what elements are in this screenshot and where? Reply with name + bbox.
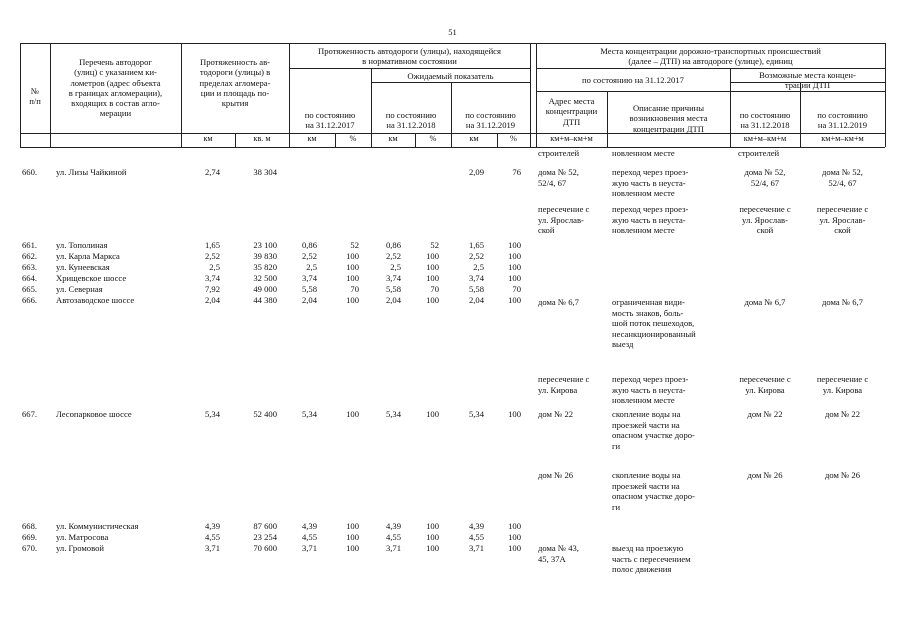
- unit-km: км: [388, 134, 398, 143]
- km-2017: 3,74: [301, 273, 317, 283]
- unit-km: км: [307, 134, 317, 143]
- row-num: 667.: [22, 409, 38, 419]
- km-2019: 2,09: [468, 167, 484, 177]
- dtp-cause: переход через проез- жую часть в неуста- новленном месте: [612, 167, 689, 199]
- area-sqm: 70 600: [253, 543, 277, 553]
- area-sqm: 52 400: [253, 409, 277, 419]
- unit-kmm: км+м–км+м: [550, 134, 593, 143]
- km-2018: 2,52: [385, 251, 401, 261]
- pct-2017: 100: [346, 262, 359, 272]
- dtp-possible-2019: пересечение с ул. Ярослав- ской: [816, 204, 869, 236]
- pct-2019: 100: [508, 543, 521, 553]
- pct-2017: 52: [350, 240, 359, 250]
- dtp-possible-2019: дома № 52, 52/4, 67: [822, 167, 863, 188]
- km-2017: 5,58: [301, 284, 317, 294]
- header-num: № п/п: [29, 86, 41, 107]
- pct-2017: 100: [346, 273, 359, 283]
- header-length: Протяженность ав- тодороги (улицы) в пределах агломера- ции и площадь по- крытия: [199, 57, 271, 109]
- pct-2017: 100: [346, 409, 359, 419]
- km-2017: 2,04: [301, 295, 317, 305]
- km-2019: 2,52: [468, 251, 484, 261]
- area-sqm: 44 380: [253, 295, 277, 305]
- unit-pct: %: [510, 134, 517, 143]
- km-2019: 2,5: [473, 262, 484, 272]
- dtp-address: дом № 26: [538, 470, 574, 480]
- pct-2018: 100: [426, 273, 439, 283]
- length-km: 2,5: [209, 262, 220, 272]
- km-2019: 5,34: [468, 409, 484, 419]
- header-road-list: Перечень автодорог (улиц) с указанием ки- лометров (адрес объекта в границах агломерации), входящих в состав агло- мерации: [68, 57, 163, 119]
- row-num: 665.: [22, 284, 38, 294]
- header-possible-2018: по состоянию на 31.12.2018: [739, 110, 791, 131]
- row-num: 668.: [22, 521, 38, 531]
- road-name: ул. Лизы Чайкиной: [56, 167, 127, 177]
- dtp-cause: скопление воды на проезжей части на опасном участке доро- ги: [612, 470, 695, 512]
- area-sqm: 35 820: [253, 262, 277, 272]
- length-km: 4,55: [204, 532, 220, 542]
- km-2017: 0,86: [301, 240, 317, 250]
- km-2019: 3,74: [468, 273, 484, 283]
- pct-2017: 100: [346, 295, 359, 305]
- area-sqm: 87 600: [253, 521, 277, 531]
- road-name: Автозаводское шоссе: [56, 295, 135, 305]
- row-num: 664.: [22, 273, 38, 283]
- pct-2018: 70: [430, 284, 439, 294]
- dtp-cause: скопление воды на проезжей части на опасном участке доро- ги: [612, 409, 695, 451]
- road-name: ул. Коммунистическая: [56, 521, 139, 531]
- rule-line: [536, 91, 885, 92]
- dtp-address: дома № 43, 45, 37А: [538, 543, 579, 564]
- area-sqm: 23 254: [253, 532, 277, 542]
- pct-2018: 100: [426, 262, 439, 272]
- km-2017: 5,34: [301, 409, 317, 419]
- length-km: 2,74: [204, 167, 220, 177]
- area-sqm: 38 304: [253, 167, 277, 177]
- dtp-address: дома № 52, 52/4, 67: [538, 167, 579, 188]
- pct-2019: 100: [508, 532, 521, 542]
- header-as-of-2017: по состоянию на 31.12.2017: [304, 110, 356, 131]
- road-name: ул. Северная: [56, 284, 103, 294]
- km-2018: 2,5: [390, 262, 401, 272]
- header-dtp-as-of-2017: по состоянию на 31.12.2017: [582, 75, 684, 85]
- rule-line: [536, 68, 885, 69]
- header-dtp-cause: Описание причины возникновения места концентрации ДТП: [629, 103, 708, 134]
- pct-2019: 70: [512, 284, 521, 294]
- pct-2018: 100: [426, 543, 439, 553]
- carry-address: строителей: [538, 148, 580, 158]
- length-km: 1,65: [204, 240, 220, 250]
- dtp-possible-2018: дом № 26: [747, 470, 783, 480]
- length-km: 7,92: [204, 284, 220, 294]
- km-2019: 2,04: [468, 295, 484, 305]
- pct-2019: 100: [508, 409, 521, 419]
- km-2018: 2,04: [385, 295, 401, 305]
- km-2017: 4,39: [301, 521, 317, 531]
- pct-2017: 100: [346, 532, 359, 542]
- unit-km: км: [203, 134, 213, 143]
- header-possible-2019: по состоянию на 31.12.2019: [817, 110, 868, 131]
- rule-line: [530, 43, 531, 147]
- length-km: 5,34: [204, 409, 220, 419]
- pct-2018: 100: [426, 521, 439, 531]
- header-norm-group: Протяженность автодороги (улицы), находящейся в нормативном состоянии: [318, 46, 501, 67]
- unit-kmm: км+м–км+м: [743, 134, 787, 143]
- km-2017: 2,5: [306, 262, 317, 272]
- rule-line: [20, 43, 885, 44]
- row-num: 662.: [22, 251, 38, 261]
- km-2019: 4,39: [468, 521, 484, 531]
- carry-cause: новленном месте: [612, 148, 675, 158]
- km-2017: 2,52: [301, 251, 317, 261]
- pct-2018: 100: [426, 409, 439, 419]
- km-2019: 4,55: [468, 532, 484, 542]
- pct-2017: 70: [350, 284, 359, 294]
- road-name: ул. Карла Маркса: [56, 251, 120, 261]
- length-km: 3,74: [204, 273, 220, 283]
- row-num: 660.: [22, 167, 38, 177]
- row-num: 661.: [22, 240, 38, 250]
- header-dtp-address: Адрес места концентрации ДТП: [545, 96, 598, 127]
- km-2018: 4,55: [385, 532, 401, 542]
- dtp-cause: ограниченная види- мость знаков, боль- шой поток пешеходов, несанкционированный выезд: [612, 297, 696, 350]
- pct-2019: 100: [508, 273, 521, 283]
- unit-km: км: [469, 134, 479, 143]
- road-name: ул. Кунеевская: [56, 262, 110, 272]
- dtp-possible-2018: пересечение с ул. Ярослав- ской: [739, 204, 791, 236]
- km-2017: 4,55: [301, 532, 317, 542]
- header-dtp-possible: Возможные места концен- трации ДТП: [759, 70, 856, 91]
- length-km: 2,52: [204, 251, 220, 261]
- length-km: 3,71: [204, 543, 220, 553]
- dtp-address: дом № 22: [538, 409, 574, 419]
- row-num: 666.: [22, 295, 38, 305]
- pct-2017: 100: [346, 251, 359, 261]
- area-sqm: 39 830: [253, 251, 277, 261]
- header-dtp-group: Места концентрации дорожно-транспортных происшествий (далее – ДТП) на автодороге (улице), единиц: [600, 46, 821, 67]
- header-expected: Ожидаемый показатель: [407, 71, 494, 81]
- dtp-possible-2019: пересечение с ул. Кирова: [816, 374, 869, 395]
- road-name: Хрищевское шоссе: [56, 273, 127, 283]
- road-name: ул. Матросова: [56, 532, 109, 542]
- pct-2018: 100: [426, 251, 439, 261]
- km-2019: 5,58: [468, 284, 484, 294]
- pct-2018: 100: [426, 532, 439, 542]
- pct-2017: 100: [346, 543, 359, 553]
- pct-2019: 100: [508, 262, 521, 272]
- unit-pct: %: [349, 134, 357, 143]
- area-sqm: 49 000: [253, 284, 277, 294]
- rule-line: [885, 43, 886, 147]
- pct-2019: 100: [508, 521, 521, 531]
- road-name: ул. Тополиная: [56, 240, 108, 250]
- pct-2018: 100: [426, 295, 439, 305]
- km-2018: 5,34: [385, 409, 401, 419]
- pct-2018: 52: [430, 240, 439, 250]
- unit-kmm: км+м–км+м: [821, 134, 864, 143]
- unit-pct: %: [429, 134, 437, 143]
- dtp-address: пересечение с ул. Ярослав- ской: [538, 204, 590, 236]
- dtp-possible-2018: дома № 52, 52/4, 67: [744, 167, 786, 188]
- pct-2019: 100: [508, 240, 521, 250]
- page-number: 51: [448, 27, 457, 37]
- km-2018: 0,86: [385, 240, 401, 250]
- length-km: 2,04: [204, 295, 220, 305]
- km-2019: 3,71: [468, 543, 484, 553]
- pct-2019: 100: [508, 295, 521, 305]
- row-num: 670.: [22, 543, 38, 553]
- dtp-cause: переход через проез- жую часть в неуста- новленном месте: [612, 374, 689, 406]
- header-as-of-2019: по состоянию на 31.12.2019: [465, 110, 516, 131]
- dtp-possible-2019: дома № 6,7: [822, 297, 863, 307]
- dtp-address: пересечение с ул. Кирова: [538, 374, 590, 395]
- km-2018: 3,71: [385, 543, 401, 553]
- carry-possible-2018: строителей: [738, 148, 780, 158]
- pct-2017: 100: [346, 521, 359, 531]
- dtp-possible-2018: дом № 22: [747, 409, 783, 419]
- rule-line: [289, 68, 530, 69]
- km-2018: 5,58: [385, 284, 401, 294]
- road-name: Лесопарковое шоссе: [56, 409, 132, 419]
- road-name: ул. Громовой: [56, 543, 104, 553]
- dtp-address: дома № 6,7: [538, 297, 579, 307]
- unit-sqm: кв. м: [253, 134, 271, 143]
- dtp-cause: переход через проез- жую часть в неуста- новленном месте: [612, 204, 689, 236]
- header-as-of-2018: по состоянию на 31.12.2018: [385, 110, 437, 131]
- dtp-possible-2018: дома № 6,7: [744, 297, 786, 307]
- km-2017: 3,71: [301, 543, 317, 553]
- km-2019: 1,65: [468, 240, 484, 250]
- dtp-possible-2019: дом № 26: [824, 470, 861, 480]
- dtp-possible-2019: дом № 22: [824, 409, 861, 419]
- row-num: 663.: [22, 262, 38, 272]
- pct-2019: 100: [508, 251, 521, 261]
- pct-2019: 76: [512, 167, 521, 177]
- dtp-possible-2018: пересечение с ул. Кирова: [739, 374, 791, 395]
- km-2018: 4,39: [385, 521, 401, 531]
- area-sqm: 32 500: [253, 273, 277, 283]
- row-num: 669.: [22, 532, 38, 542]
- area-sqm: 23 100: [253, 240, 277, 250]
- km-2018: 3,74: [385, 273, 401, 283]
- dtp-cause: выезд на проезжую часть с пересечением полос движения: [612, 543, 691, 575]
- length-km: 4,39: [204, 521, 220, 531]
